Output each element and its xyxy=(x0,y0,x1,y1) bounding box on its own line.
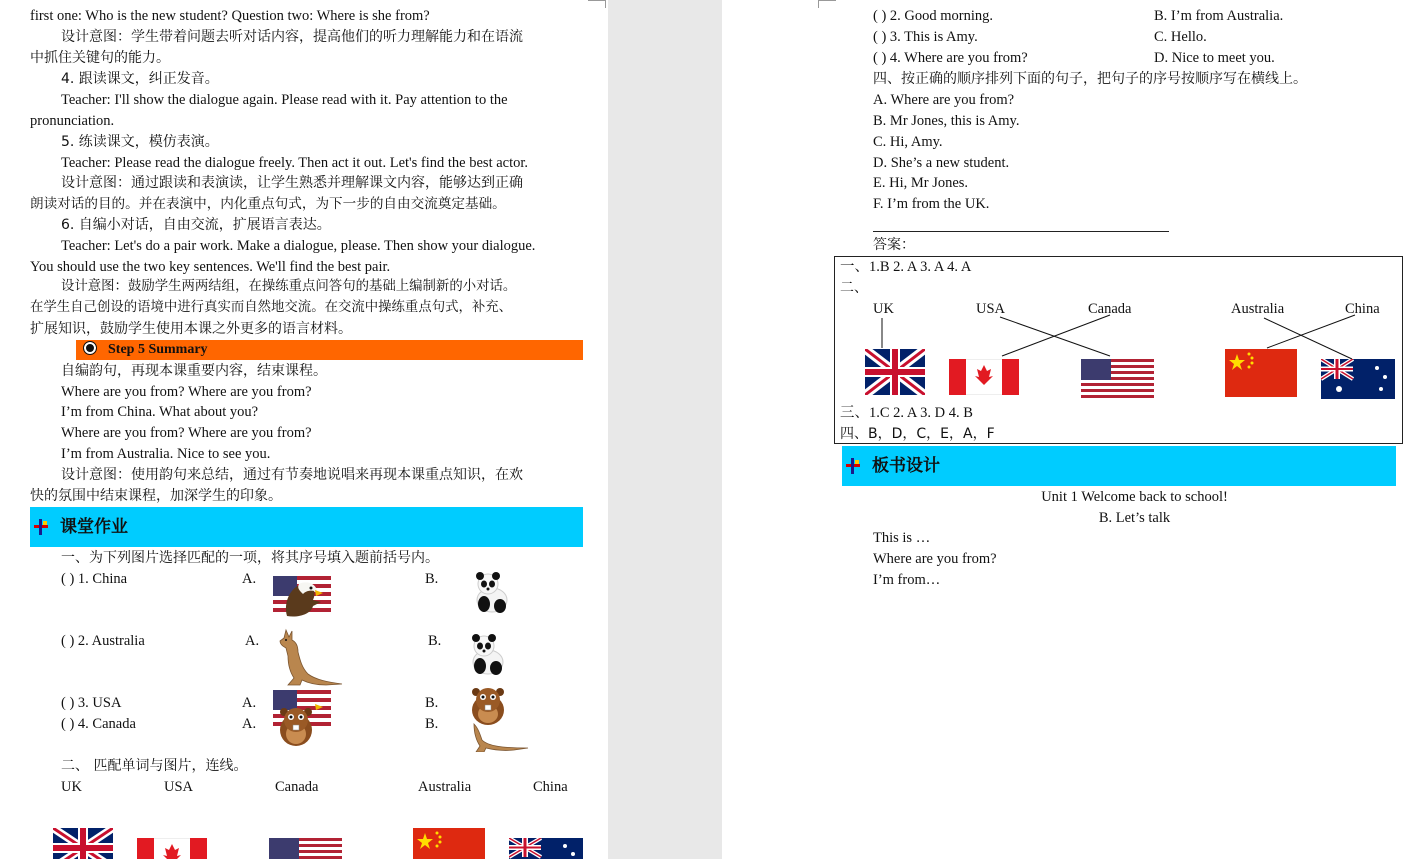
order-item: A. Where are you from? xyxy=(873,92,1015,108)
country-label-uk: UK xyxy=(61,779,82,795)
board-point: I’m from… xyxy=(873,572,941,588)
exercise-4-title: 四、按正确的顺序排列下面的句子，把句子的序号按顺序写在横线上。 xyxy=(873,71,1307,87)
option-b-label: B. xyxy=(425,716,439,732)
order-item: C. Hi, Amy. xyxy=(873,134,943,150)
text-line: You should use the two key sentences. We'll find the best pair. xyxy=(30,259,391,275)
china-flag-icon xyxy=(413,828,485,859)
matching-option: B. I’m from Australia. xyxy=(1154,8,1284,24)
eagle-picture xyxy=(273,576,331,618)
text-line: I’m from China. What about you? xyxy=(61,404,259,420)
panda-picture xyxy=(466,632,506,676)
text-line: pronunciation. xyxy=(30,113,115,129)
country-label-china: China xyxy=(1345,301,1380,317)
text-line: 扩展知识，鼓励学生使用本课之外更多的语言材料。 xyxy=(30,321,352,337)
text-line: 设计意图：鼓励学生两两结组，在操练重点问答句的基础上编制新的小对话。 xyxy=(61,279,517,294)
text-line: 设计意图：使用韵句来总结，通过有节奏地说唱来再现本课重点知识，在欢 xyxy=(61,467,523,483)
country-label-australia: Australia xyxy=(1231,301,1285,317)
exercise-1-question: ( ) 2. Australia xyxy=(61,633,145,649)
canada-flag-icon xyxy=(949,359,1019,395)
homework-title: 课堂作业 xyxy=(60,517,128,537)
kangaroo-picture xyxy=(468,722,530,752)
board-point: Where are you from? xyxy=(873,551,997,567)
text-line: Where are you from? Where are you from? xyxy=(61,425,312,441)
matching-lines xyxy=(722,0,1409,440)
option-b-label: B. xyxy=(428,633,442,649)
text-line: 朗读对话的目的。并在表演中，内化重点句式，为下一步的自由交流奠定基础。 xyxy=(30,196,506,212)
exercise-1-question: ( ) 4. Canada xyxy=(61,716,136,732)
board-subtitle: B. Let’s talk xyxy=(1098,510,1171,526)
china-flag-icon xyxy=(1225,349,1297,397)
matching-question: ( ) 4. Where are you from? xyxy=(873,50,1028,66)
board-design-heading xyxy=(842,446,1396,486)
page-gutter xyxy=(608,0,722,859)
answer-line: 三、1.C 2. A 3. D 4. B xyxy=(840,405,973,421)
australia-flag-icon xyxy=(509,838,583,859)
matching-option: C. Hello. xyxy=(1154,29,1207,45)
canada-flag-icon xyxy=(137,838,207,859)
step-5-heading xyxy=(76,340,583,360)
document-page-left xyxy=(0,0,608,859)
beaver-picture xyxy=(462,682,514,726)
kangaroo-picture xyxy=(276,628,344,686)
answer-label: 答案： xyxy=(873,237,915,253)
board-unit-title: Unit 1 Welcome back to school! xyxy=(1041,489,1228,505)
panda-picture xyxy=(470,570,510,614)
answer-line: 一、1.B 2. A 3. A 4. A xyxy=(840,259,972,275)
text-line: 6. 自编小对话，自由交流，扩展语言表达。 xyxy=(61,217,331,233)
text-line: Where are you from? Where are you from? xyxy=(61,384,312,400)
option-a-label: A. xyxy=(242,716,257,732)
text-line: Teacher: I'll show the dialogue again. Please read with it. Pay attention to the xyxy=(61,92,508,108)
beaver-picture xyxy=(270,700,322,748)
usa-flag-icon xyxy=(269,838,342,859)
book-icon xyxy=(846,458,860,474)
country-label-usa: USA xyxy=(976,301,1006,317)
text-line: I’m from Australia. Nice to see you. xyxy=(61,446,271,462)
answer-line: 二、 xyxy=(840,280,868,296)
text-line: 5. 练读课文，模仿表演。 xyxy=(61,134,219,150)
option-a-label: A. xyxy=(242,695,257,711)
text-line: 中抓住关键句的能力。 xyxy=(30,50,170,66)
exercise-1-question: ( ) 3. USA xyxy=(61,695,122,711)
country-label-usa: USA xyxy=(164,779,194,795)
country-label-australia: Australia xyxy=(418,779,472,795)
text-line: Teacher: Let's do a pair work. Make a dialogue, please. Then show your dialogue. xyxy=(61,238,536,254)
text-line: 4. 跟读课文，纠正发音。 xyxy=(61,71,219,87)
text-line: 设计意图：通过跟读和表演读，让学生熟悉并理解课文内容，能够达到正确 xyxy=(61,175,523,191)
country-label-canada: Canada xyxy=(1088,301,1132,317)
document-page-right xyxy=(722,0,1409,859)
option-a-label: A. xyxy=(245,633,260,649)
uk-flag-icon xyxy=(865,349,925,395)
option-a-label: A. xyxy=(242,571,257,587)
page-corner-mark xyxy=(588,0,606,8)
exercise-2-title: 二、 匹配单词与图片，连线。 xyxy=(61,758,248,774)
order-item: F. I’m from the UK. xyxy=(873,196,990,212)
uk-flag-icon xyxy=(53,828,113,859)
order-item: E. Hi, Mr Jones. xyxy=(873,175,969,191)
matching-option: D. Nice to meet you. xyxy=(1154,50,1275,66)
option-b-label: B. xyxy=(425,571,439,587)
answer-line: 四、B，D，C，E，A，F xyxy=(840,426,995,442)
homework-heading xyxy=(30,507,583,547)
text-line: 自编韵句，再现本课重要内容，结束课程。 xyxy=(61,363,327,379)
country-label-uk: UK xyxy=(873,301,894,317)
matching-question: ( ) 3. This is Amy. xyxy=(873,29,978,45)
text-line: 快的氛围中结束课程，加深学生的印象。 xyxy=(30,488,282,504)
exercise-1-question: ( ) 1. China xyxy=(61,571,128,587)
board-point: This is … xyxy=(873,530,931,546)
text-line: first one: Who is the new student? Question two: Where is she from? xyxy=(30,8,430,24)
text-line: 在学生自己创设的语境中进行真实而自然地交流。在交流中操练重点句式，补充、 xyxy=(30,300,513,315)
order-item: B. Mr Jones, this is Amy. xyxy=(873,113,1020,129)
australia-flag-icon xyxy=(1321,359,1395,399)
country-label-china: China xyxy=(533,779,568,795)
board-design-title: 板书设计 xyxy=(872,456,940,476)
matching-question: ( ) 2. Good morning. xyxy=(873,8,994,24)
text-line: 设计意图：学生带着问题去听对话内容，提高他们的听力理解能力和在语流 xyxy=(61,29,523,45)
option-b-label: B. xyxy=(425,695,439,711)
book-icon xyxy=(34,519,48,535)
country-label-canada: Canada xyxy=(275,779,319,795)
text-line: Teacher: Please read the dialogue freely. Then act it out. Let's find the best actor. xyxy=(61,155,529,171)
order-item: D. She’s a new student. xyxy=(873,155,1010,171)
exercise-1-title: 一、为下列图片选择匹配的一项，将其序号填入题前括号内。 xyxy=(61,550,439,566)
usa-flag-icon xyxy=(1081,359,1154,399)
step-5-label: Step 5 Summary xyxy=(108,342,208,357)
bullet-icon xyxy=(84,342,96,354)
